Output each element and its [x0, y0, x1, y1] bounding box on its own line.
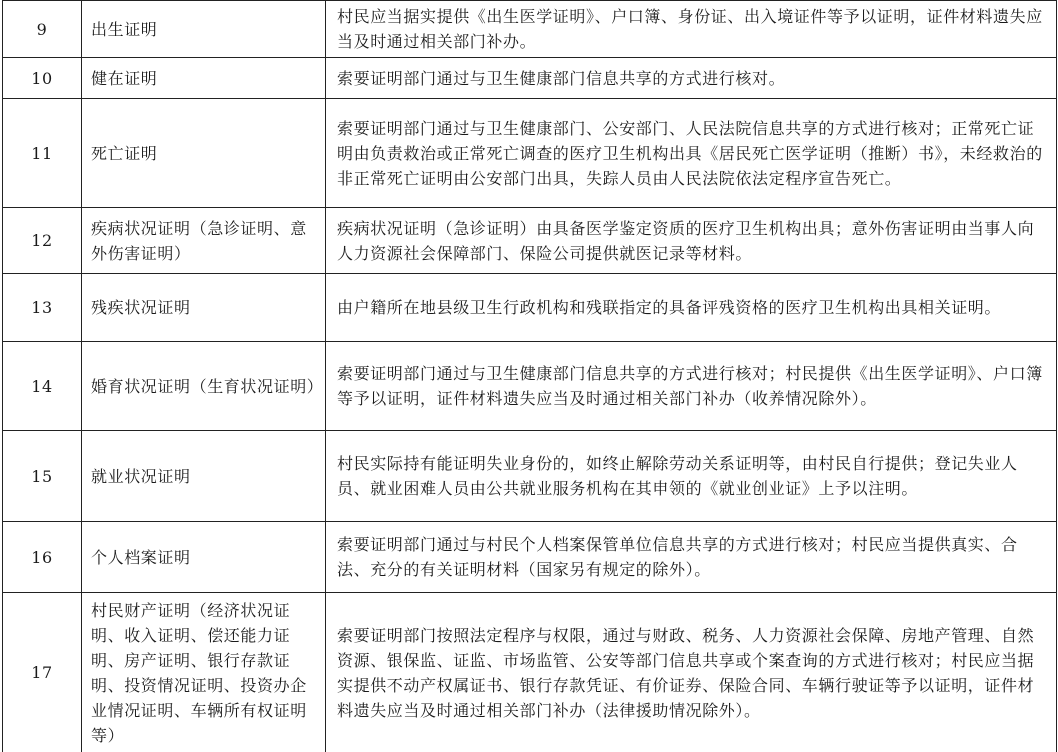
certificate-name: 死亡证明: [82, 99, 326, 208]
table-row: [3, 208, 1057, 274]
certificate-description: 索要证明部门按照法定程序与权限，通过与财政、税务、人力资源社会保障、房地产管理、自然资源、银保监、证监、市场监管、公安等部门信息共享或个案查询的方式进行核对；村民应当据实提供不动产权属证书、银行存款凭证、有价证券、保险合同、车辆行驶证等予以证明，证件材料遗失应当及时通过相关部门补办（法律援助情况除外）。: [326, 593, 1057, 752]
row-number: 12: [3, 208, 82, 274]
certificate-name: 残疾状况证明: [82, 274, 326, 342]
certificate-name: 就业状况证明: [82, 431, 326, 522]
table-row: [3, 274, 1057, 342]
certificate-description: 由户籍所在地县级卫生行政机构和残联指定的具备评残资格的医疗卫生机构出具相关证明。: [326, 274, 1057, 342]
table-row: [3, 58, 1057, 99]
certificate-name: 个人档案证明: [82, 522, 326, 593]
certificate-name: 出生证明: [82, 1, 326, 58]
table-row: [3, 342, 1057, 431]
table-row: [3, 1, 1057, 58]
table-row: [3, 431, 1057, 522]
certificate-description: 村民应当据实提供《出生医学证明》、户口簿、身份证、出入境证件等予以证明，证件材料遗失应当及时通过相关部门补办。: [326, 1, 1057, 58]
certificate-description: 索要证明部门通过与卫生健康部门信息共享的方式进行核对；村民提供《出生医学证明》、户口簿等予以证明，证件材料遗失应当及时通过相关部门补办（收养情况除外）。: [326, 342, 1057, 431]
row-number: 9: [3, 1, 82, 58]
certificate-name: 健在证明: [82, 58, 326, 99]
row-number: 17: [3, 593, 82, 752]
certificate-description: 索要证明部门通过与村民个人档案保管单位信息共享的方式进行核对；村民应当提供真实、合法、充分的有关证明材料（国家另有规定的除外）。: [326, 522, 1057, 593]
certificate-name: 村民财产证明（经济状况证明、收入证明、偿还能力证明、房产证明、银行存款证明、投资情况证明、投资办企业情况证明、车辆所有权证明等）: [82, 593, 326, 752]
certificate-description: 索要证明部门通过与卫生健康部门、公安部门、人民法院信息共享的方式进行核对；正常死亡证明由负责救治或正常死亡调查的医疗卫生机构出具《居民死亡医学证明（推断）书》，未经救治的非正常死亡证明由公安部门出具，失踪人员由人民法院依法定程序宣告死亡。: [326, 99, 1057, 208]
row-number: 11: [3, 99, 82, 208]
certificate-description: 索要证明部门通过与卫生健康部门信息共享的方式进行核对。: [326, 58, 1057, 99]
row-number: 15: [3, 431, 82, 522]
table-row: [3, 593, 1057, 752]
row-number: 16: [3, 522, 82, 593]
certificate-description: 疾病状况证明（急诊证明）由具备医学鉴定资质的医疗卫生机构出具；意外伤害证明由当事人向人力资源社会保障部门、保险公司提供就医记录等材料。: [326, 208, 1057, 274]
certificate-description: 村民实际持有能证明失业身份的，如终止解除劳动关系证明等，由村民自行提供；登记失业人员、就业困难人员由公共就业服务机构在其申领的《就业创业证》上予以注明。: [326, 431, 1057, 522]
row-number: 14: [3, 342, 82, 431]
table-row: [3, 99, 1057, 208]
certificate-table: [2, 0, 1057, 752]
row-number: 10: [3, 58, 82, 99]
certificate-name: 婚育状况证明（生育状况证明）: [82, 342, 326, 431]
table-row: [3, 522, 1057, 593]
row-number: 13: [3, 274, 82, 342]
certificate-name: 疾病状况证明（急诊证明、意外伤害证明）: [82, 208, 326, 274]
